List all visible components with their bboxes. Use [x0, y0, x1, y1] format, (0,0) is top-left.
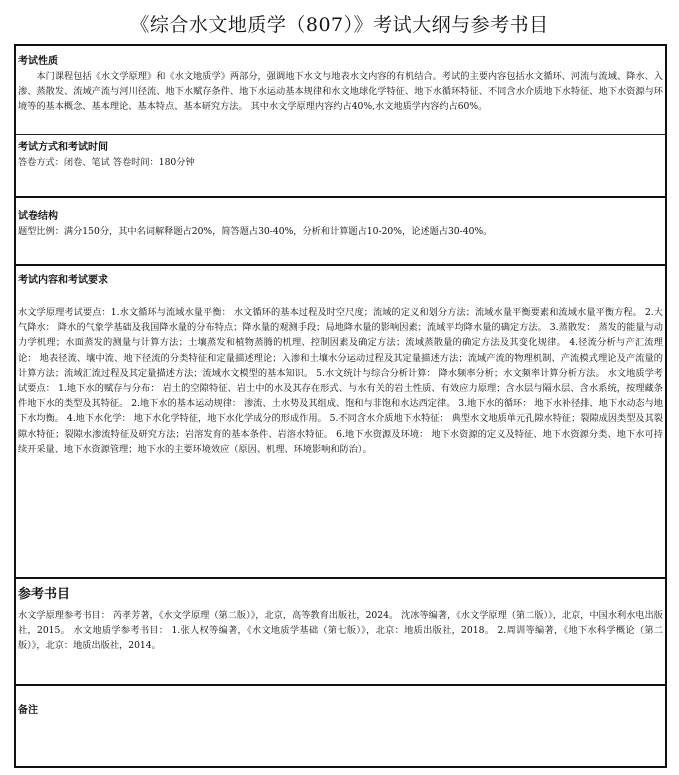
- outline-table: [14, 44, 667, 768]
- section-heading: 参考书目: [18, 587, 71, 602]
- section-exam-content: [16, 266, 665, 579]
- section-exam-nature: [16, 46, 665, 135]
- document-title: 《综合水文地质学（807）》考试大纲与参考书目: [130, 14, 549, 36]
- section-reference-books: [16, 579, 665, 686]
- section-paper-structure: [16, 198, 665, 266]
- section-text: 答卷方式：闭卷、笔试 答卷时间：180分钟: [18, 157, 195, 168]
- section-heading: 试卷结构: [18, 211, 58, 222]
- section-heading: 备注: [18, 705, 38, 716]
- section-exam-method: [16, 135, 665, 198]
- section-text: 本门课程包括《水文学原理》和《水文地质学》两部分，强调地下水文与地表水文内容的有机结合。考试的主要内容包括水文循环、河流与流域、降水、入渗、蒸散发、流域产流与河川径流、地下水赋存条件、地下水运动基本规律和水文地球化学特征、地下水循环特征、不同含水介质地下水特征、地下水资源与环境等的基本概念、基本理论、基本特点、基本研究方法。 其中水文学原理内容约占40%,水文地质学内容约占60%。: [18, 71, 663, 113]
- section-heading: 考试性质: [18, 56, 58, 67]
- section-heading: 考试方式和考试时间: [18, 142, 108, 153]
- section-text: 水文学原理参考书目： 芮孝芳著，《水文学原理（第二版）》，北京，高等教育出版社，2024。 沈冰等编著，《水文学原理（第二版）》，北京，中国水利水电出版社，2015。 水文地质学参考书目： 1.张人权等编著，《水文地质学基础（第七版）》，北京：地质出版社，2018。 2.周训等编著，《地下水科学概论（第二版）》，北京：地质出版社，2014。: [18, 610, 663, 652]
- section-notes: [16, 686, 665, 766]
- section-text: 水文学原理考试要点：1.水文循环与流域水量平衡： 水文循环的基本过程及时空尺度；流域的定义和划分方法；流域水量平衡要素和流域水量平衡方程。 2.大气降水： 降水的气象学基础及我国降水量的分布特点；降水量的观测手段；局地降水量的影响因素；流域平均降水量的确定方法。 3.蒸散发： 蒸发的能量与动力学机理；水面蒸发的测量与计算方法；土壤蒸发和植物蒸腾的机理、控制因素及确定方法；流域蒸散量的确定方法及其变化规律。 4.径流分析与产汇流理论： 地表径流、壤中流、地下径流的分类特征和定量描述理论；入渗和土壤水分运动过程及其定量描述方法；流域产流的物理机制、产流模式理论及产流量的计算方法；流域汇流过程及其定量描述方法；流域水文模型的基本知识。 5.水文统计与综合分析计算： 降水频率分析；水文频率计算分析方法。 水文地质学考试要点： 1.地下水的赋存与分布： 岩土的空隙特征、岩土中的水及其存在形式、与水有关的岩土性质、有效应力原理；含水层与隔水层、含水系统，按理藏条件地下水的类型及其特征。 2.地下水的基本运动规律： 渗流、土水势及其组成、饱和与非饱和水达西定律。 3.地下水的循环： 地下水补径排、地下水动态与地下水均衡。 4.地下水化学： 地下水化学特征，地下水化学成分的形成作用。 5.不同含水介质地下水特征： 典型水文地质单元孔隙水特征；裂隙成因类型及其裂隙水特征；裂隙水渗流特征及研究方法；岩溶发育的基本条件、岩溶水特征。 6.地下水资源及环境： 地下水资源的定义及特征、地下水资源分类、地下水可持续开采量、地下水资源管理；地下水的主要环境效应（原因、机理、环境影响和防治）。: [18, 307, 663, 455]
- section-heading: 考试内容和考试要求: [18, 275, 108, 286]
- section-text: 题型比例：满分150分，其中名词解释题占20%，简答题占30-40%，分析和计算题占10-20%，论述题占30-40%。: [18, 226, 493, 237]
